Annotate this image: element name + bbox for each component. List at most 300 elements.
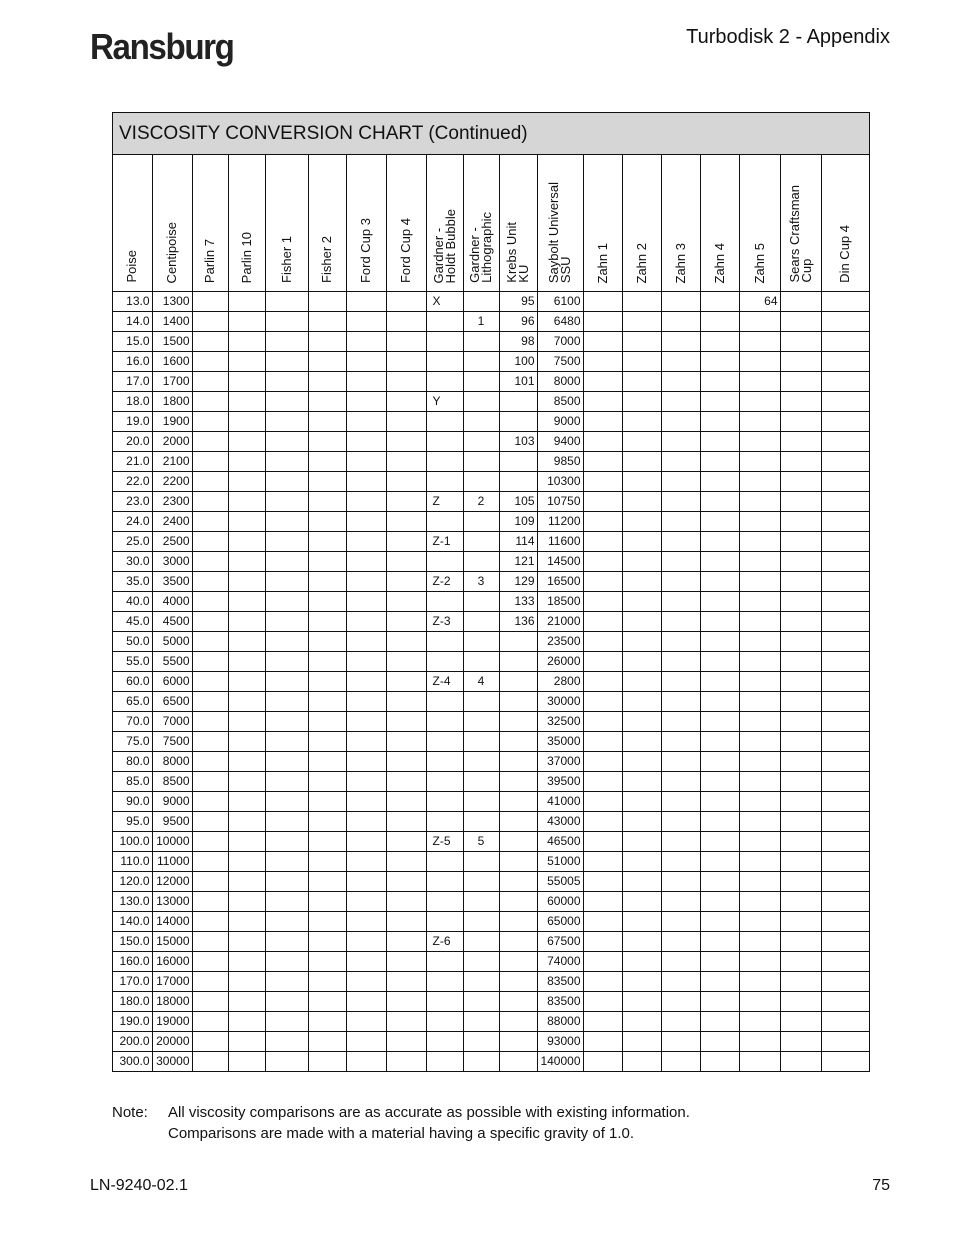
table-cell: 6500 xyxy=(152,692,192,712)
table-cell: 6480 xyxy=(537,312,583,332)
table-cell xyxy=(265,572,308,592)
table-cell xyxy=(386,1052,426,1072)
table-cell: 11600 xyxy=(537,532,583,552)
table-cell xyxy=(622,332,661,352)
table-cell xyxy=(228,352,265,372)
table-cell: 1900 xyxy=(152,412,192,432)
table-cell xyxy=(622,472,661,492)
column-header xyxy=(152,155,192,292)
table-cell xyxy=(386,912,426,932)
column-header-label: Ford Cup 4 xyxy=(398,217,413,283)
table-cell xyxy=(780,852,821,872)
table-cell xyxy=(821,352,869,372)
table-cell xyxy=(463,352,499,372)
table-cell: 65000 xyxy=(537,912,583,932)
table-cell xyxy=(386,432,426,452)
table-cell xyxy=(821,672,869,692)
table-cell xyxy=(265,352,308,372)
table-cell xyxy=(426,952,463,972)
table-cell: 105 xyxy=(499,492,537,512)
column-header xyxy=(661,155,700,292)
table-cell xyxy=(739,832,780,852)
table-cell xyxy=(386,612,426,632)
table-cell xyxy=(499,792,537,812)
table-cell xyxy=(739,852,780,872)
table-cell xyxy=(192,432,228,452)
table-cell xyxy=(386,512,426,532)
table-cell xyxy=(463,612,499,632)
column-header-label: Parlin 10 xyxy=(238,231,254,283)
table-cell xyxy=(346,492,386,512)
table-cell xyxy=(739,532,780,552)
table-cell xyxy=(426,872,463,892)
table-cell xyxy=(386,652,426,672)
table-cell xyxy=(192,452,228,472)
table-cell xyxy=(499,692,537,712)
table-cell xyxy=(821,772,869,792)
table-cell xyxy=(346,372,386,392)
table-cell: 67500 xyxy=(537,932,583,952)
table-cell xyxy=(821,872,869,892)
table-cell: 21.0 xyxy=(113,452,152,472)
column-header xyxy=(700,155,739,292)
table-cell xyxy=(622,1052,661,1072)
table-cell: 41000 xyxy=(537,792,583,812)
table-cell xyxy=(821,472,869,492)
table-cell xyxy=(346,692,386,712)
table-cell xyxy=(346,312,386,332)
table-cell xyxy=(583,712,622,732)
table-cell xyxy=(622,892,661,912)
table-cell xyxy=(780,872,821,892)
table-cell xyxy=(661,492,700,512)
table-cell xyxy=(426,1012,463,1032)
table-cell: 2300 xyxy=(152,492,192,512)
column-header-label: Fisher 1 xyxy=(278,236,294,283)
table-cell xyxy=(386,852,426,872)
table-cell xyxy=(463,432,499,452)
table-row xyxy=(113,532,869,552)
table-row xyxy=(113,592,869,612)
table-cell xyxy=(265,412,308,432)
table-cell xyxy=(426,712,463,732)
table-cell xyxy=(739,952,780,972)
table-cell xyxy=(700,592,739,612)
table-cell xyxy=(700,832,739,852)
column-header xyxy=(583,155,622,292)
table-cell xyxy=(661,312,700,332)
table-cell: 7500 xyxy=(152,732,192,752)
table-cell xyxy=(228,1032,265,1052)
table-cell xyxy=(821,912,869,932)
table-cell: 170.0 xyxy=(113,972,152,992)
table-cell xyxy=(739,992,780,1012)
table-cell xyxy=(499,712,537,732)
table-cell xyxy=(265,952,308,972)
table-cell xyxy=(700,772,739,792)
table-cell xyxy=(700,572,739,592)
table-cell xyxy=(386,832,426,852)
table-row xyxy=(113,412,869,432)
table-cell xyxy=(346,292,386,312)
table-cell xyxy=(661,1052,700,1072)
table-cell xyxy=(426,972,463,992)
table-cell xyxy=(700,872,739,892)
table-cell xyxy=(700,352,739,372)
table-cell xyxy=(583,952,622,972)
table-cell xyxy=(739,632,780,652)
table-cell: 8500 xyxy=(152,772,192,792)
table-cell xyxy=(463,1032,499,1052)
table-cell xyxy=(426,992,463,1012)
table-cell xyxy=(583,1052,622,1072)
table-cell xyxy=(661,512,700,532)
table-cell: 6100 xyxy=(537,292,583,312)
table-cell xyxy=(308,632,346,652)
table-cell xyxy=(739,452,780,472)
column-header-label: Zahn 2 xyxy=(633,242,649,283)
table-cell xyxy=(228,412,265,432)
page-number: 75 xyxy=(872,1177,890,1194)
table-cell xyxy=(386,1032,426,1052)
table-cell xyxy=(622,492,661,512)
table-cell xyxy=(228,652,265,672)
column-header-row xyxy=(113,155,869,292)
table-cell xyxy=(661,472,700,492)
table-cell xyxy=(308,972,346,992)
table-cell xyxy=(780,372,821,392)
table-cell xyxy=(265,872,308,892)
table-cell xyxy=(346,612,386,632)
table-cell xyxy=(661,292,700,312)
table-cell xyxy=(265,532,308,552)
table-cell xyxy=(228,792,265,812)
table-cell xyxy=(661,392,700,412)
table-cell: 55.0 xyxy=(113,652,152,672)
table-cell xyxy=(622,392,661,412)
table-cell xyxy=(700,372,739,392)
table-row xyxy=(113,612,869,632)
table-cell: 7000 xyxy=(537,332,583,352)
table-cell: 60.0 xyxy=(113,672,152,692)
table-cell: 9000 xyxy=(537,412,583,432)
table-cell: 4000 xyxy=(152,592,192,612)
table-cell xyxy=(499,812,537,832)
table-cell: 96 xyxy=(499,312,537,332)
table-cell xyxy=(192,712,228,732)
table-cell xyxy=(583,652,622,672)
table-cell xyxy=(739,492,780,512)
table-cell xyxy=(622,592,661,612)
table-cell xyxy=(780,1032,821,1052)
table-cell xyxy=(228,672,265,692)
table-cell xyxy=(463,692,499,712)
table-cell xyxy=(386,472,426,492)
table-cell xyxy=(192,312,228,332)
table-cell xyxy=(499,972,537,992)
table-cell xyxy=(308,292,346,312)
table-cell xyxy=(265,732,308,752)
table-cell xyxy=(622,1012,661,1032)
table-cell xyxy=(700,652,739,672)
table-cell: 20000 xyxy=(152,1032,192,1052)
table-cell xyxy=(463,1052,499,1072)
table-cell: 2100 xyxy=(152,452,192,472)
table-cell xyxy=(308,772,346,792)
table-cell: 5000 xyxy=(152,632,192,652)
column-header xyxy=(426,155,463,292)
table-cell xyxy=(739,652,780,672)
table-cell xyxy=(661,772,700,792)
table-cell: 30.0 xyxy=(113,552,152,572)
table-row xyxy=(113,832,869,852)
table-cell xyxy=(583,612,622,632)
table-cell xyxy=(780,832,821,852)
table-cell xyxy=(308,612,346,632)
viscosity-table xyxy=(113,155,869,1071)
table-cell: 17.0 xyxy=(113,372,152,392)
table-cell xyxy=(583,392,622,412)
table-cell xyxy=(661,932,700,952)
table-cell xyxy=(463,752,499,772)
table-cell: 140000 xyxy=(537,1052,583,1072)
table-cell xyxy=(308,852,346,872)
table-row xyxy=(113,772,869,792)
table-cell xyxy=(821,972,869,992)
table-cell xyxy=(308,1012,346,1032)
table-cell: 65.0 xyxy=(113,692,152,712)
table-cell xyxy=(308,792,346,812)
table-cell xyxy=(821,452,869,472)
table-cell xyxy=(346,1012,386,1032)
table-cell xyxy=(463,292,499,312)
table-cell xyxy=(192,412,228,432)
table-cell xyxy=(386,572,426,592)
table-cell xyxy=(583,532,622,552)
table-cell xyxy=(463,912,499,932)
table-cell xyxy=(622,852,661,872)
table-cell xyxy=(426,752,463,772)
table-cell xyxy=(463,452,499,472)
table-cell xyxy=(661,592,700,612)
table-cell xyxy=(739,892,780,912)
table-cell xyxy=(346,912,386,932)
table-cell: Z xyxy=(426,492,463,512)
table-cell xyxy=(192,632,228,652)
table-body xyxy=(113,292,869,1072)
table-cell: 75.0 xyxy=(113,732,152,752)
table-cell xyxy=(499,752,537,772)
table-cell xyxy=(700,712,739,732)
table-cell xyxy=(228,512,265,532)
table-cell xyxy=(780,392,821,412)
column-header-label: Centipoise xyxy=(164,221,179,283)
table-cell xyxy=(661,692,700,712)
table-cell: Z-1 xyxy=(426,532,463,552)
table-row xyxy=(113,952,869,972)
table-cell xyxy=(192,992,228,1012)
table-cell xyxy=(346,512,386,532)
table-cell xyxy=(700,612,739,632)
table-cell xyxy=(386,292,426,312)
table-cell xyxy=(265,892,308,912)
table-cell xyxy=(308,372,346,392)
table-cell: 70.0 xyxy=(113,712,152,732)
table-cell: 80.0 xyxy=(113,752,152,772)
table-row xyxy=(113,792,869,812)
table-cell xyxy=(228,752,265,772)
table-cell xyxy=(386,932,426,952)
table-cell xyxy=(583,892,622,912)
table-cell xyxy=(821,432,869,452)
table-cell xyxy=(780,912,821,932)
table-cell xyxy=(661,1012,700,1032)
table-cell xyxy=(700,632,739,652)
table-cell xyxy=(583,372,622,392)
table-cell xyxy=(265,492,308,512)
table-cell xyxy=(192,672,228,692)
table-cell xyxy=(622,672,661,692)
table-cell xyxy=(700,512,739,532)
table-cell xyxy=(426,652,463,672)
table-cell: 15.0 xyxy=(113,332,152,352)
table-cell xyxy=(192,1032,228,1052)
table-row xyxy=(113,1052,869,1072)
table-cell xyxy=(661,432,700,452)
table-cell xyxy=(739,352,780,372)
table-cell xyxy=(583,992,622,1012)
table-cell xyxy=(821,592,869,612)
column-header xyxy=(346,155,386,292)
table-cell xyxy=(386,332,426,352)
table-cell: 51000 xyxy=(537,852,583,872)
table-cell xyxy=(346,652,386,672)
table-cell xyxy=(780,532,821,552)
table-cell: 110.0 xyxy=(113,852,152,872)
table-cell xyxy=(780,512,821,532)
table-cell xyxy=(661,552,700,572)
table-cell xyxy=(463,732,499,752)
table-cell xyxy=(700,492,739,512)
table-cell xyxy=(739,692,780,712)
table-cell xyxy=(661,952,700,972)
table-cell: 39500 xyxy=(537,772,583,792)
table-cell: 9500 xyxy=(152,812,192,832)
table-cell xyxy=(661,792,700,812)
table-cell xyxy=(265,1012,308,1032)
table-cell xyxy=(192,1012,228,1032)
table-cell xyxy=(265,792,308,812)
table-cell xyxy=(661,632,700,652)
table-cell xyxy=(499,392,537,412)
table-cell: 5 xyxy=(463,832,499,852)
table-row xyxy=(113,332,869,352)
table-cell xyxy=(780,812,821,832)
table-cell xyxy=(228,572,265,592)
table-cell: 160.0 xyxy=(113,952,152,972)
table-cell xyxy=(308,832,346,852)
table-cell xyxy=(192,332,228,352)
column-header xyxy=(113,155,152,292)
table-cell xyxy=(192,892,228,912)
table-cell xyxy=(463,332,499,352)
table-cell xyxy=(228,592,265,612)
table-cell xyxy=(265,452,308,472)
table-cell xyxy=(622,712,661,732)
table-cell xyxy=(346,752,386,772)
table-cell xyxy=(265,612,308,632)
table-cell: 17000 xyxy=(152,972,192,992)
table-cell xyxy=(346,832,386,852)
table-cell: 55005 xyxy=(537,872,583,892)
table-cell xyxy=(622,552,661,572)
table-cell xyxy=(780,1012,821,1032)
table-cell xyxy=(661,832,700,852)
table-cell: 11200 xyxy=(537,512,583,532)
table-cell xyxy=(308,472,346,492)
table-cell: 83500 xyxy=(537,972,583,992)
table-cell xyxy=(821,612,869,632)
table-cell xyxy=(622,792,661,812)
table-cell xyxy=(739,872,780,892)
table-cell: 10000 xyxy=(152,832,192,852)
table-cell xyxy=(308,332,346,352)
table-cell xyxy=(265,712,308,732)
table-cell: 200.0 xyxy=(113,1032,152,1052)
table-cell xyxy=(821,752,869,772)
table-cell xyxy=(583,512,622,532)
table-cell xyxy=(661,372,700,392)
table-cell xyxy=(265,592,308,612)
column-header xyxy=(463,155,499,292)
table-cell: 32500 xyxy=(537,712,583,732)
table-cell xyxy=(780,932,821,952)
table-row xyxy=(113,732,869,752)
table-cell xyxy=(346,932,386,952)
table-cell xyxy=(622,412,661,432)
table-cell xyxy=(739,412,780,432)
table-cell xyxy=(426,552,463,572)
table-cell xyxy=(780,612,821,632)
table-cell xyxy=(308,452,346,472)
table-cell xyxy=(386,812,426,832)
table-cell: 45.0 xyxy=(113,612,152,632)
table-cell xyxy=(265,392,308,412)
table-cell: 150.0 xyxy=(113,932,152,952)
ransburg-logo: Ransburg xyxy=(90,26,234,67)
table-cell xyxy=(228,852,265,872)
table-cell xyxy=(821,632,869,652)
table-cell xyxy=(583,672,622,692)
table-row xyxy=(113,372,869,392)
table-cell xyxy=(346,712,386,732)
table-cell xyxy=(700,1012,739,1032)
table-cell xyxy=(499,832,537,852)
table-cell xyxy=(386,372,426,392)
table-cell xyxy=(192,692,228,712)
document-title: Turbodisk 2 - Appendix xyxy=(686,26,890,48)
table-cell: 136 xyxy=(499,612,537,632)
table-cell: 35000 xyxy=(537,732,583,752)
table-cell xyxy=(700,552,739,572)
table-cell xyxy=(463,512,499,532)
table-cell xyxy=(308,512,346,532)
table-cell: 90.0 xyxy=(113,792,152,812)
table-cell xyxy=(308,992,346,1012)
table-cell xyxy=(583,332,622,352)
table-cell xyxy=(265,752,308,772)
table-cell xyxy=(821,852,869,872)
